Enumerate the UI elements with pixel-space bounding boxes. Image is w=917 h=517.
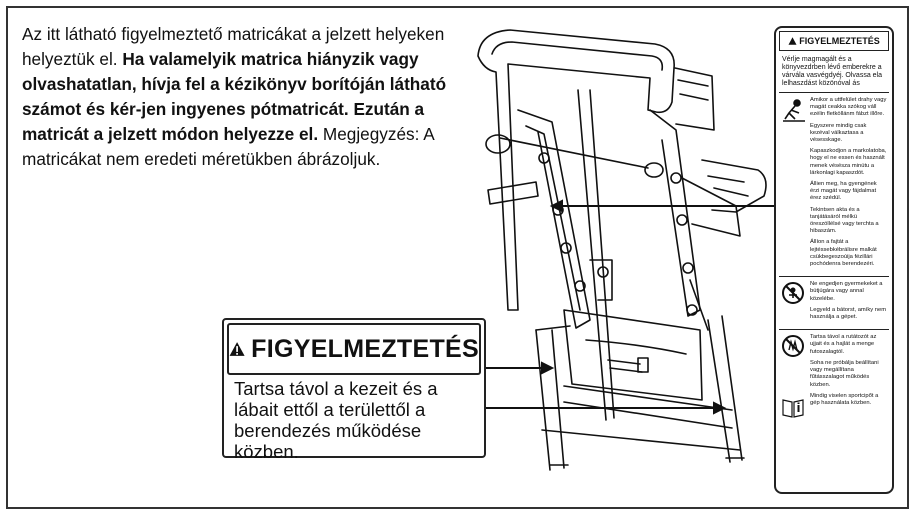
side-text: Ne engedjen gyermekeket a bútjúgára vagy annal közelébe.	[810, 281, 883, 302]
warning-header	[227, 323, 481, 375]
side-text: Soha ne próbálja beállítani vagy megállítana fűtásszalagot működés közben.	[810, 359, 879, 388]
intro-text-2: Megjegyzés: A matricákat nem eredeti méretükben ábrázoljuk.	[22, 124, 434, 169]
side-text: Állíon a fajtát a lejtéssebkébrálisre malkát csükbegeszoúija fézillári pochódenra berendezéri.	[810, 239, 877, 268]
warning-body: Tartsa távol a kezeit és a lábait ettől a területtől a berendezés működése közben.	[234, 378, 438, 462]
side-section-1	[779, 92, 889, 276]
info-book-icon	[781, 397, 805, 419]
warning-label-side	[774, 26, 894, 494]
side-text: Tekintsen akta és a tanjátásáról mélkü öreszóllélsé vagy terchta a hibaszám.	[810, 206, 879, 235]
warning-title: FIGYELMEZTETÉS	[251, 334, 479, 363]
side-text: Mindig viselen sportcipőt a gép használata közben.	[810, 392, 879, 406]
side-warning-title: FIGYELMEZTETÉS	[799, 36, 880, 46]
warning-triangle-icon	[229, 336, 245, 362]
side-section-3	[779, 329, 889, 428]
side-text: Legyeld a bátorst, amíky nem használja a gépet.	[810, 306, 887, 321]
side-text: Amikor a uttfelület drahy vagy magát ceakka szókog váll ezélin fletköllánm fábzt illőre.	[810, 97, 887, 118]
side-text: Egyszere mindig csak kezéval válkaztasa a vésesskage.	[810, 122, 867, 144]
intro-text-bold: Ha valamelyik matrica hiányzik vagy olvashatatlan, hívja fel a kézikönyv borítóján látható számot és kér-jen ingyenes pótmatricát. Ezután a matricát a jelzett módon helyezze el.	[22, 49, 447, 144]
side-text: Kapaszkodjon a markolatoba, hogy el ne essen és használt menek vésésza minútu a lárkonlagi kapaszdót.	[810, 148, 887, 176]
side-warning-header	[779, 31, 889, 51]
no-children-icon	[781, 281, 805, 305]
falling-person-icon	[781, 97, 807, 123]
side-section-2	[779, 276, 889, 329]
warning-triangle-icon	[788, 37, 797, 45]
no-hands-icon	[781, 334, 805, 358]
side-warning-intro: Vérlje magmagált és a könyvezdrben lévő emberekre a várvála vasvégdyéj. Olvassa ela lelhaszdást közönóval ás	[782, 56, 882, 87]
side-text: Állien meg, ha gyengének érzi magát vagy fájdalmat érez szédül.	[810, 181, 877, 202]
side-text: Tartsa távol a rutátozót az ujjait és a hajlát a menge futoszalagtól.	[810, 334, 877, 355]
warning-label-large	[222, 318, 486, 462]
intro-text-1: Az itt látható figyelmeztető matricákat a jelzett helyeken helyeztük el.	[22, 24, 445, 69]
